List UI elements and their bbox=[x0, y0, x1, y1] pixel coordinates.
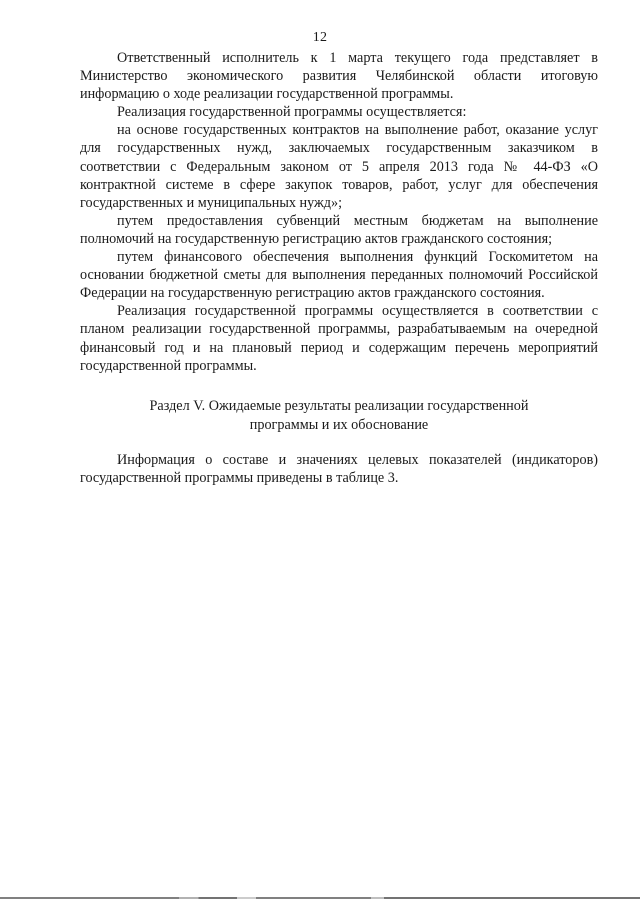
scan-edge-line bbox=[0, 897, 640, 899]
paragraph-indicators: Информация о составе и значениях целевых показателей (индикаторов) государственной программы приведены в таблице 3. bbox=[80, 452, 598, 487]
paragraph-financing: путем финансового обеспечения выполнения функций Госкомитетом на основании бюджетной сметы для выполнения переданных полномочий Российской Федерации на государственную регистрацию актов гражданского состояния. bbox=[80, 249, 598, 302]
paragraph-implementation-intro: Реализация государственной программы осуществляется: bbox=[117, 104, 467, 121]
closing-text bbox=[80, 451, 598, 487]
section-heading-line-1: Раздел V. Ожидаемые результаты реализации государственной bbox=[149, 398, 529, 414]
paragraph-contracts: на основе государственных контрактов на выполнение работ, оказание услуг для государственных нужд, заключаемых государственным заказчиком в соответствии с Федеральным законом от 5 апреля 2013 года № 44-ФЗ «О контрактной системе в сфере закупок товаров, работ, услуг для обеспечения государственных и муниципальных нужд»; bbox=[80, 122, 598, 211]
paragraph-subventions: путем предоставления субвенций местным бюджетам на выполнение полномочий на государственную регистрацию актов гражданского состояния; bbox=[80, 212, 598, 247]
body-text bbox=[80, 49, 598, 375]
paragraph-plan: Реализация государственной программы осуществляется в соответствии с планом реализации государственной программы, разрабатываемым на очередной финансовый год и на плановый период и содержащим перечень мероприятий государственной программы. bbox=[80, 303, 598, 374]
section-heading bbox=[80, 397, 598, 435]
paragraph-reporting: Ответственный исполнитель к 1 марта текущего года представляет в Министерство экономического развития Челябинской области итоговую информацию о ходе реализации государственной программы. bbox=[80, 50, 598, 103]
section-heading-line-2: программы и их обоснование bbox=[249, 417, 429, 433]
page-number: 12 bbox=[312, 30, 328, 45]
